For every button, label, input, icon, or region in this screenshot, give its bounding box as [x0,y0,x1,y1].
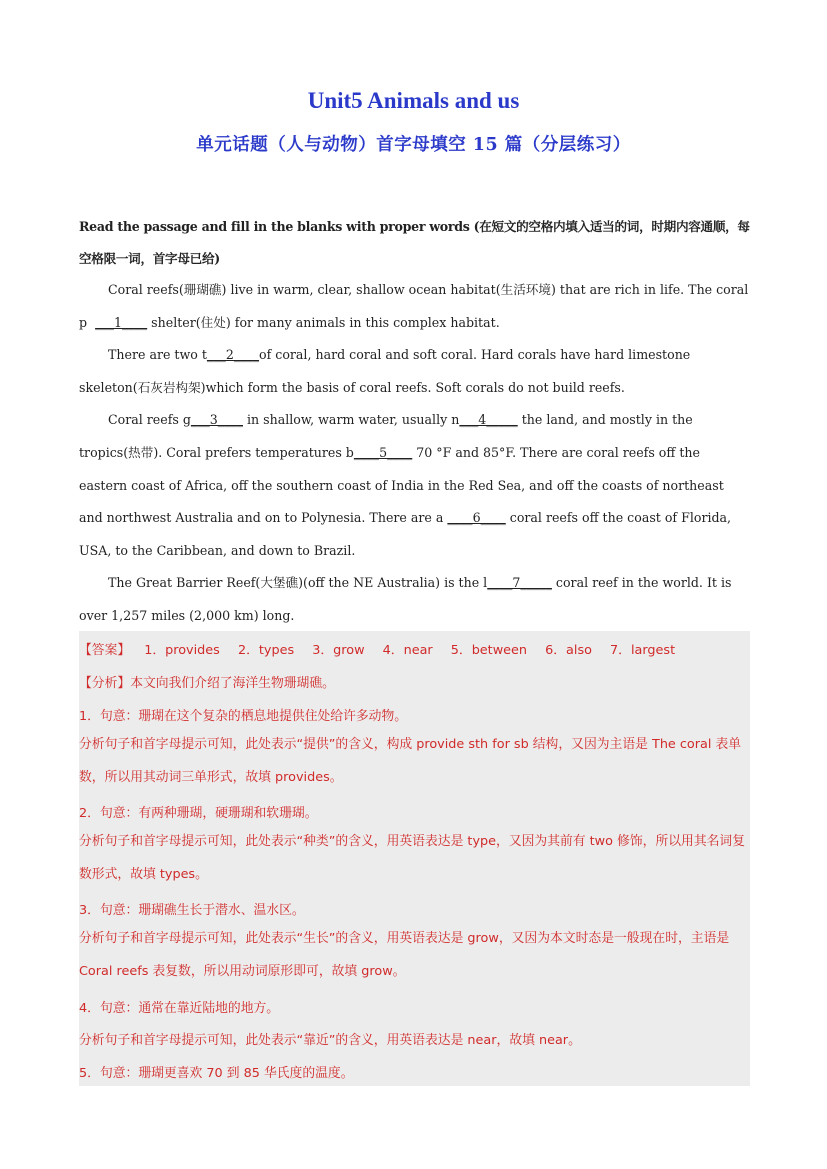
analysis-intro: 本文向我们介绍了海洋生物珊瑚礁。 [130,676,335,691]
blank-2: ___2____ [206,347,260,363]
text: The Great Barrier Reef(大堡礁)(off the NE Australia) is the l [108,575,488,591]
text: Coral reefs g [108,412,191,428]
blank-7: ____7_____ [487,575,552,591]
explanation-5-meaning: 5．句意：珊瑚更喜欢 70 到 85 华氏度的温度。 [79,1066,354,1081]
answer-item: 4．near [382,643,433,658]
paragraph-1 [79,274,749,339]
paragraph-2 [79,339,749,404]
explanation-3-analysis: 分析句子和首字母提示可知，此处表示“生长”的含义，用英语表达是 grow，又因为本文时态是一般现在时，主语是 Coral reefs 表复数，所以用动词原形即可，故填 grow。 [79,931,730,979]
text: in shallow, warm water, usually n [243,412,460,428]
text: coral reef in the world. It is over 1,257 miles (2,000 km) long. [79,575,732,623]
text: shelter(住处) for many animals in this complex habitat. [147,314,500,330]
paragraph-3 [79,404,749,567]
passage [79,274,749,633]
explanation-1-meaning: 1．句意：珊瑚在这个复杂的栖息地提供住处给许多动物。 [79,709,408,724]
blank-5: ____5____ [353,444,413,460]
text: coral reefs off the coast of Florida, USA, to the Caribbean, and down to Brazil. [79,510,732,558]
paragraph-4 [79,567,749,632]
explanation-3-meaning: 3．句意：珊瑚礁生长于潜水、温水区。 [79,903,305,918]
analysis-line [79,672,750,691]
text: There are two t [108,347,207,363]
analysis-tag: 【分析】 [79,676,131,691]
blank-4: ___4_____ [459,412,518,428]
answer-line [79,639,750,658]
answer-tag: 【答案】 [79,643,131,658]
text: Coral reefs(珊瑚礁) live in warm, clear, shallow ocean habitat(生活环境) that are rich in life. The coral p [79,282,749,330]
answer-item: 6．also [545,643,592,658]
text: 70 °F and 85°F. There are coral reefs off the eastern coast of Africa, off the southern coast of India in the Red Sea, and off the coasts of northeast and northwest Australia and on to Polynesia. There are a [79,444,724,526]
explanation-2-analysis: 分析句子和首字母提示可知，此处表示“种类”的含义，用英语表达是 type，又因为其前有 two 修饰，所以用其名词复数形式，故填 types。 [79,834,746,882]
text: the land, and mostly in the tropics(热带). Coral prefers temperatures b [79,412,693,460]
answer-item: 1．provides [144,643,220,658]
answer-item: 3．grow [312,643,365,658]
page-title: Unit5 Animals and us [307,88,520,113]
blank-1: ___1____ [95,314,148,330]
explanation-1-analysis: 分析句子和首字母提示可知，此处表示“提供”的含义，构成 provide sth for sb 结构，又因为主语是 The coral 表单数，所以用其动词三单形式，故填 provides。 [79,737,742,785]
explanation-4-analysis: 分析句子和首字母提示可知，此处表示“靠近”的含义，用英语表达是 near，故填 near。 [79,1033,581,1048]
answer-item: 7．largest [610,643,676,658]
page-subtitle: 单元话题（人与动物）首字母填空 15 篇（分层练习） [196,135,631,155]
answer-box [79,631,750,1086]
answer-item: 2．types [237,643,295,658]
explanation-2-meaning: 2．句意：有两种珊瑚，硬珊瑚和软珊瑚。 [79,806,318,821]
blank-6: ____6____ [447,510,506,526]
text: of coral, hard coral and soft coral. Hard corals have hard limestone skeleton(石灰岩构架)which form the basis of coral reefs. Soft corals do not build reefs. [79,347,691,395]
explanation-4-meaning: 4．句意：通常在靠近陆地的地方。 [79,1001,280,1016]
answer-item: 5．between [450,643,528,658]
instruction: Read the passage and fill in the blanks with proper words (在短文的空格内填入适当的词，时期内容通顺，每空格限一词，首字母已给) [79,219,750,266]
blank-3: ___3____ [190,412,243,428]
